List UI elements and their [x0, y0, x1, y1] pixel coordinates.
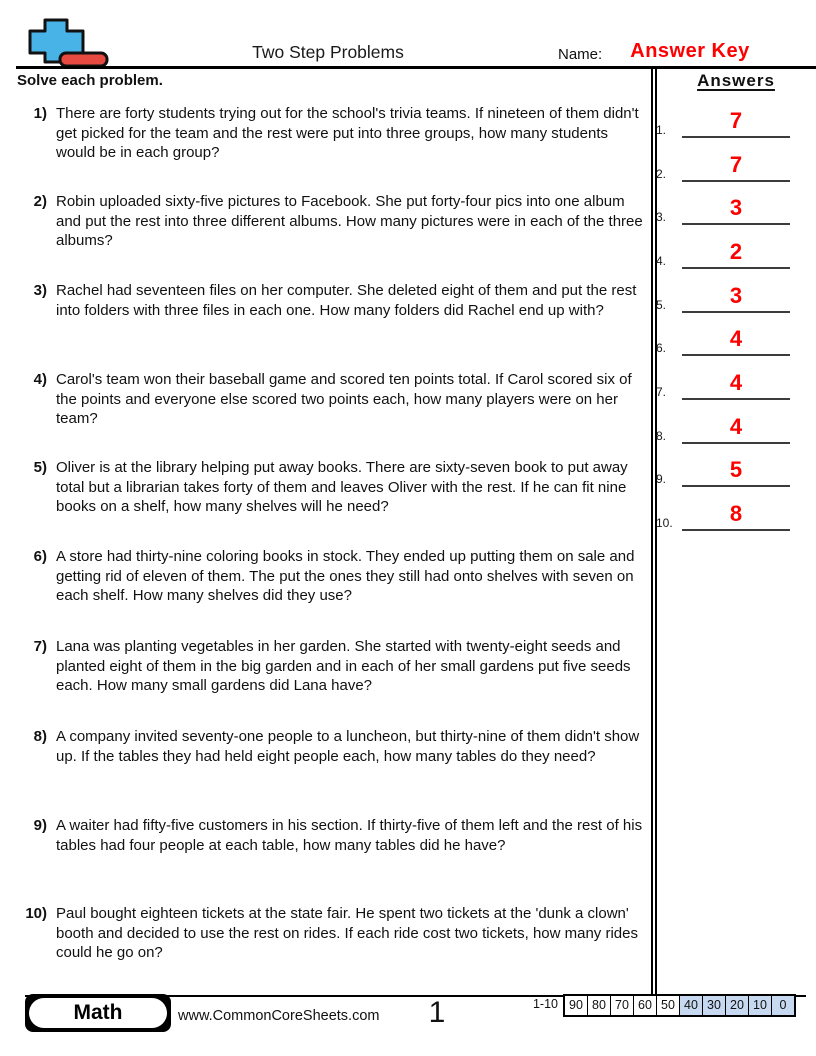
answer-row-7 — [654, 366, 790, 400]
problem-number: 2) — [33, 193, 47, 210]
answer-number: 8. — [656, 429, 667, 443]
problem-item-8 — [0, 727, 648, 766]
score-range-label: 1-10 — [532, 997, 558, 1011]
answer-number: 3. — [656, 210, 667, 224]
score-cell: 60 — [633, 996, 656, 1015]
answer-blank-line — [682, 499, 790, 531]
answer-blank-line — [682, 281, 790, 313]
problem-text: A waiter had fifty-five customers in his section. If thirty-five of them left and the rest of his tables had four people at each table, how many tables did he have? — [56, 817, 643, 854]
answer-number: 9. — [656, 472, 667, 486]
score-cell: 50 — [656, 996, 679, 1015]
problem-text: Oliver is at the library helping put away books. There are sixty-seven book to put away total but a librarian takes forty of them and leaves Oliver with the rest. If he can fit nine books on a shelf, how many shelves will he need? — [56, 459, 628, 515]
problem-item-10 — [0, 904, 648, 963]
answer-number: 10. — [656, 516, 673, 530]
answer-blank-line — [682, 193, 790, 225]
answer-number: 4. — [656, 254, 667, 268]
answer-value: 5 — [729, 457, 743, 482]
problem-item-5 — [0, 458, 648, 517]
problem-text: Robin uploaded sixty-five pictures to Facebook. She put forty-four pics into one album and put the rest into three different albums. How many pictures were in each of the three albums? — [56, 193, 643, 249]
problem-number: 8) — [33, 728, 47, 745]
score-cell: 10 — [748, 996, 771, 1015]
score-cell: 0 — [771, 996, 794, 1015]
answer-value: 3 — [729, 195, 743, 220]
answer-value: 7 — [729, 152, 743, 177]
instruction-text: Solve each problem. — [17, 72, 163, 89]
problem-item-7 — [0, 637, 648, 696]
problem-text: Paul bought eighteen tickets at the state fair. He spent two tickets at the 'dunk a clown' booth and decided to use the rest on rides. If each ride cost two tickets, how many rides could he go on? — [56, 905, 638, 961]
website-text: www.CommonCoreSheets.com — [178, 1008, 380, 1024]
problem-text: Lana was planting vegetables in her garden. She started with twenty-eight seeds and planted eight of them in the big garden and in each of her small gardens put five seeds each. How many small gardens did Lana have? — [56, 638, 631, 694]
problem-number: 7) — [33, 638, 47, 655]
score-cell: 30 — [702, 996, 725, 1015]
problem-item-6 — [0, 547, 648, 606]
name-label: Name: — [558, 46, 603, 63]
answer-value: 4 — [729, 414, 743, 439]
score-cell: 90 — [569, 998, 583, 1012]
header-divider — [16, 66, 816, 69]
answer-value: 4 — [729, 326, 743, 351]
score-cell: 20 — [725, 996, 748, 1015]
subject-badge — [25, 994, 171, 1032]
answer-value: 4 — [729, 370, 743, 395]
problem-number: 4) — [33, 371, 47, 388]
problem-item-1 — [0, 104, 648, 163]
plus-minus-logo-icon — [28, 16, 112, 70]
problem-text: Rachel had seventeen files on her computer. She deleted eight of them and put the rest into folders with three files in each one. How many folders did Rachel end up with? — [56, 282, 637, 319]
problem-item-9 — [0, 816, 648, 855]
answer-blank-line — [682, 412, 790, 444]
problem-item-3 — [0, 281, 648, 320]
problem-item-2 — [0, 192, 648, 251]
answer-value: 7 — [729, 108, 743, 133]
grading-scale-table — [563, 994, 796, 1017]
problem-text: A store had thirty-nine coloring books in stock. They ended up putting them on sale and getting rid of eleven of them. The put the ones they still had onto shelves with seven on each shelf. How many shelves did they use? — [56, 548, 635, 604]
score-cell: 40 — [679, 996, 702, 1015]
answer-row-3 — [654, 191, 790, 225]
answer-row-6 — [654, 322, 790, 356]
answer-row-5 — [654, 279, 790, 313]
answer-row-1 — [654, 104, 790, 138]
answer-number: 2. — [656, 167, 667, 181]
problem-number: 1) — [33, 105, 47, 122]
problem-number: 3) — [33, 282, 47, 299]
subject-label: Math — [29, 998, 167, 1028]
answer-value: 2 — [729, 239, 743, 264]
problem-text: There are forty students trying out for the school's trivia teams. If nineteen of them didn't get picked for the team and the rest were put into three groups, how many students would be in each group? — [56, 105, 639, 161]
answer-number: 6. — [656, 341, 667, 355]
answer-number: 1. — [656, 123, 667, 137]
answer-number: 7. — [656, 385, 667, 399]
answer-blank-line — [682, 237, 790, 269]
problem-number: 5) — [33, 459, 47, 476]
problem-text: A company invited seventy-one people to a luncheon, but thirty-nine of them didn't show up. If the tables they had held eight people each, how many tables do they need? — [56, 728, 640, 765]
problem-number: 10) — [25, 905, 47, 922]
answer-key-text: Answer Key — [630, 40, 750, 62]
answer-blank-line — [682, 324, 790, 356]
problem-item-4 — [0, 370, 648, 429]
answer-blank-line — [682, 368, 790, 400]
answer-row-10 — [654, 497, 790, 531]
answer-row-9 — [654, 453, 790, 487]
answer-value: 3 — [729, 283, 743, 308]
problem-text: Carol's team won their baseball game and scored ten points total. If Carol scored six of the points and everyone else scored two points each, how many players were on her team? — [56, 371, 632, 427]
answer-blank-line — [682, 150, 790, 182]
answer-blank-line — [682, 455, 790, 487]
answers-heading: Answers — [697, 71, 775, 90]
page-title: Two Step Problems — [252, 42, 404, 62]
problem-number: 9) — [33, 817, 47, 834]
answer-row-2 — [654, 148, 790, 182]
answer-blank-line — [682, 106, 790, 138]
answer-number: 5. — [656, 298, 667, 312]
score-cell: 80 — [587, 996, 610, 1015]
score-cell: 70 — [610, 996, 633, 1015]
problem-number: 6) — [33, 548, 47, 565]
answer-value: 8 — [729, 501, 743, 526]
answer-row-8 — [654, 410, 790, 444]
page-number: 1 — [428, 996, 446, 1029]
answer-row-4 — [654, 235, 790, 269]
